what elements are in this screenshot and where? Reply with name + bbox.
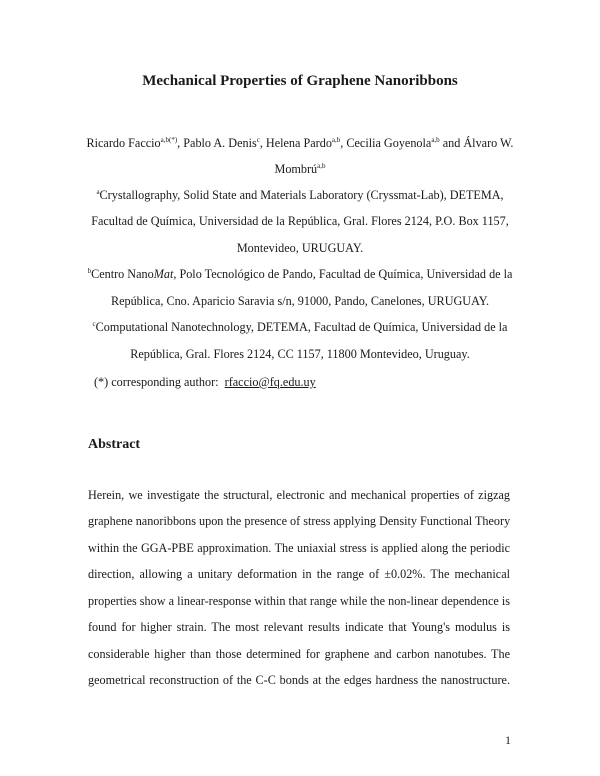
author-name: Mombrú (274, 162, 318, 176)
author-affiliation-mark: a,b (331, 135, 341, 144)
corresponding-author (94, 375, 316, 389)
affiliation-text: Crystallography, Solid State and Materials Laboratory (Cryssmat-Lab), DETEMA, (99, 188, 504, 202)
affiliation-b-line-2: República, Cno. Aparicio Saravia s/n, 91000, Pando, Canelones, URUGUAY. (110, 294, 490, 308)
author-list-continued (0, 162, 600, 176)
author-name: , Pablo A. Denis (177, 136, 257, 150)
affiliation-b-line-1 (0, 267, 600, 281)
author-name: , Cecilia Goyenola (340, 136, 432, 150)
author-list (0, 136, 600, 150)
affiliation-a-line-1 (0, 188, 600, 202)
abstract-line: properties show a linear-response within that range while the non-linear dependence is (88, 594, 510, 608)
abstract-line: graphene nanoribbons upon the presence of stress applying Density Functional Theory (88, 514, 511, 528)
author-name: , Helena Pardo (259, 136, 332, 150)
author-name: Ricardo Faccio (86, 136, 161, 150)
affiliation-text-italic: Mat (153, 267, 174, 281)
author-affiliation-mark: a,b (431, 135, 440, 144)
author-name: and Álvaro W. (439, 136, 514, 150)
abstract-line: found for higher strain. The most relevant results indicate that Young's modulus is (88, 620, 510, 634)
author-affiliation-mark: c (256, 135, 260, 144)
abstract-heading: Abstract (88, 437, 141, 452)
affiliation-a-line-2: Facultad de Química, Universidad de la República, Gral. Flores 2124, P.O. Box 1157, (91, 214, 509, 228)
abstract-line: Herein, we investigate the structural, electronic and mechanical properties of zigzag (88, 488, 510, 502)
author-affiliation-mark: a,b(*) (160, 135, 178, 144)
affiliation-mark: a (96, 187, 100, 196)
page-number: 1 (505, 733, 511, 747)
affiliation-c-line-1 (0, 320, 600, 334)
affiliation-a-line-3: Montevideo, URUGUAY. (236, 241, 364, 255)
affiliation-mark: b (87, 266, 92, 275)
abstract-line: within the GGA-PBE approximation. The uniaxial stress is applied along the periodic (88, 541, 510, 555)
affiliation-text: , Polo Tecnológico de Pando, Facultad de Química, Universidad de la (173, 267, 513, 281)
paper-title: Mechanical Properties of Graphene Nanoribbons (142, 73, 458, 89)
affiliation-text: Computational Nanotechnology, DETEMA, Facultad de Química, Universidad de la (95, 320, 508, 334)
abstract-line: direction, allowing a unitary deformation in the range of ±0.02%. The mechanical (88, 567, 510, 581)
affiliation-c-line-2: República, Gral. Flores 2124, CC 1157, 11800 Montevideo, Uruguay. (130, 347, 470, 361)
corresponding-author-label: (*) corresponding author: (94, 375, 219, 389)
affiliation-text: Centro Nano (91, 267, 154, 281)
abstract-line: considerable higher than those determined for graphene and carbon nanotubes. The (88, 647, 510, 661)
abstract-line: geometrical reconstruction of the C-C bonds at the edges hardness the nanostructure. (88, 673, 510, 687)
affiliation-mark: c (92, 319, 96, 328)
corresponding-author-email-link[interactable]: rfaccio@fq.edu.uy (224, 375, 316, 389)
author-affiliation-mark: a,b (317, 161, 326, 170)
